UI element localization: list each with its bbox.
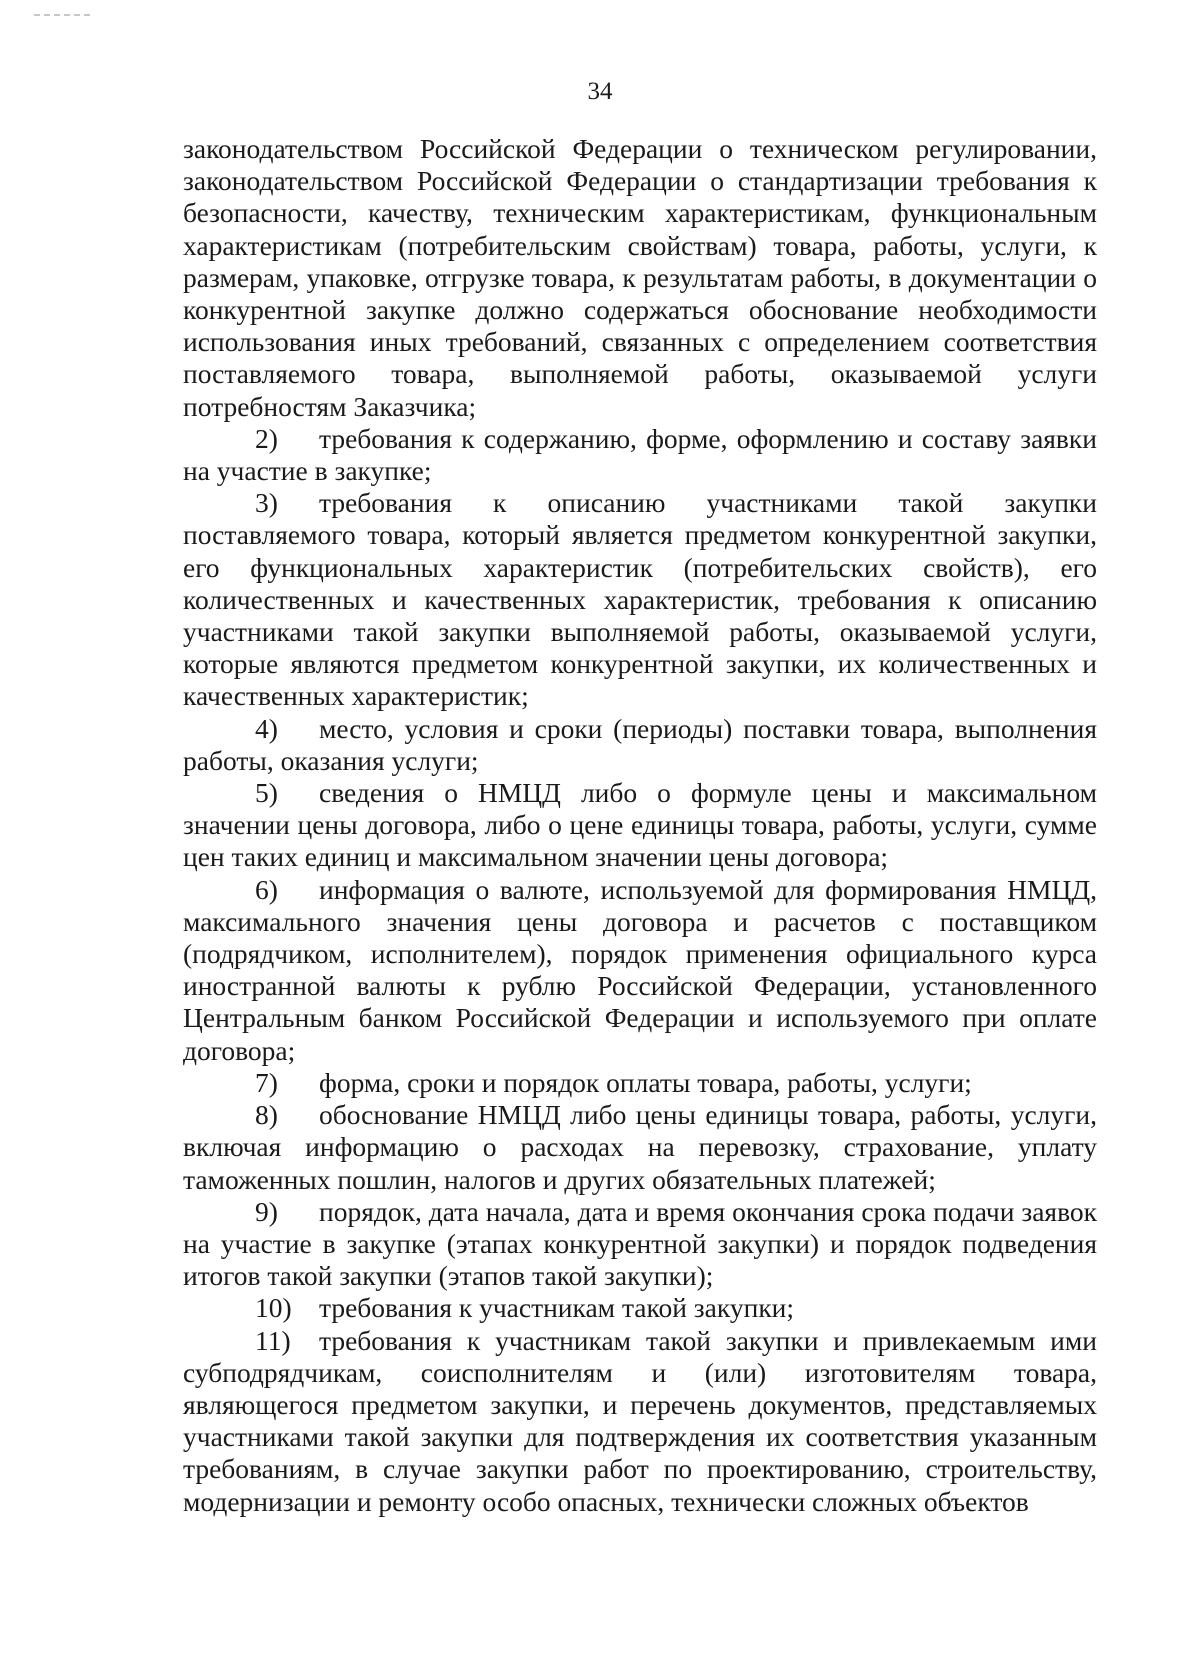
item-text: требования к участникам такой закупки; xyxy=(319,1292,795,1324)
item-text: обоснование НМЦД либо цены единицы товара, работы, услуги, включая информацию о расходах на перевозку, страхование, уплату таможенных пошлин, налогов и других обязательных платежей; xyxy=(183,1099,1097,1195)
item-text: требования к описанию участниками такой закупки поставляемого товара, который является предметом конкурентной закупки, его функциональных характеристик (потребительских свойств), его количественных и качественных характеристик, требования к описанию участниками такой закупки выполняемой работы, оказываемой услуги, которые являются предметом конкурентной закупки, их количественных и качественных характеристик; xyxy=(183,487,1097,712)
list-item-7 xyxy=(183,1067,1097,1099)
list-item-2 xyxy=(183,423,1097,487)
item-text: форма, сроки и порядок оплаты товара, работы, услуги; xyxy=(319,1066,972,1098)
item-text: требования к участникам такой закупки и привлекаемым ими субподрядчикам, соисполнителям и (или) изготовителям товара, являющегося предметом закупки, и перечень документов, представляемых участниками такой закупки для подтверждения их соответствия указанным требованиям, в случае закупки работ по проектированию, строительству, модернизации и ремонту особо опасных, технически сложных объектов xyxy=(183,1324,1097,1517)
list-item-9 xyxy=(183,1196,1097,1293)
item-number: 8) xyxy=(255,1099,278,1131)
list-item-11 xyxy=(183,1325,1097,1518)
intro-paragraph: законодательством Российской Федерации о техническом регулировании, законодательством Российской Федерации о стандартизации требования к безопасности, качеству, техническим характеристикам, функциональным характеристикам (потребительским свойствам) товара, работы, услуги, к размерам, упаковке, отгрузке товара, к результатам работы, в документации о конкурентной закупке должно содержаться обоснование необходимости использования иных требований, связанных с определением соответствия поставляемого товара, выполняемой работы, оказываемой услуги потребностям Заказчика; xyxy=(183,133,1097,422)
item-text: порядок, дата начала, дата и время окончания срока подачи заявок на участие в закупке (этапах конкурентной закупки) и порядок подведения итогов такой закупки (этапов такой закупки); xyxy=(183,1195,1097,1292)
list-item-8 xyxy=(183,1099,1097,1196)
list-item-3 xyxy=(183,487,1097,712)
item-text: сведения о НМЦД либо о формуле цены и максимальном значении цены договора, либо о цене единицы товара, работы, услуги, сумме цен таких единиц и максимальном значении цены договора; xyxy=(183,777,1097,873)
item-number: 5) xyxy=(255,777,278,809)
item-text: информация о валюте, используемой для формирования НМЦД, максимального значения цены договора и расчетов с поставщиком (подрядчиком, исполнителем), порядок применения официального курса иностранной валюты к рублю Российской Федерации, установленного Центральным банком Российской Федерации и используемого при оплате договора; xyxy=(183,873,1097,1066)
list-item-4 xyxy=(183,713,1097,777)
list-item-6 xyxy=(183,874,1097,1067)
item-number: 4) xyxy=(255,712,278,744)
list-item-5 xyxy=(183,777,1097,874)
list-item-10 xyxy=(183,1292,1097,1324)
item-text: место, условия и сроки (периоды) поставки товара, выполнения работы, оказания услуги; xyxy=(183,712,1097,776)
item-text: требования к содержанию, форме, оформлению и составу заявки на участие в закупке; xyxy=(183,422,1097,487)
item-number: 9) xyxy=(255,1195,278,1227)
item-number: 6) xyxy=(255,873,278,905)
item-number: 11) xyxy=(255,1324,291,1356)
item-number: 2) xyxy=(255,422,278,454)
page-number: 34 xyxy=(587,78,613,105)
item-number: 3) xyxy=(255,487,278,519)
document-body xyxy=(183,133,1097,1518)
item-number: 10) xyxy=(255,1292,292,1324)
scan-artifact xyxy=(34,14,90,16)
item-number: 7) xyxy=(255,1066,278,1098)
